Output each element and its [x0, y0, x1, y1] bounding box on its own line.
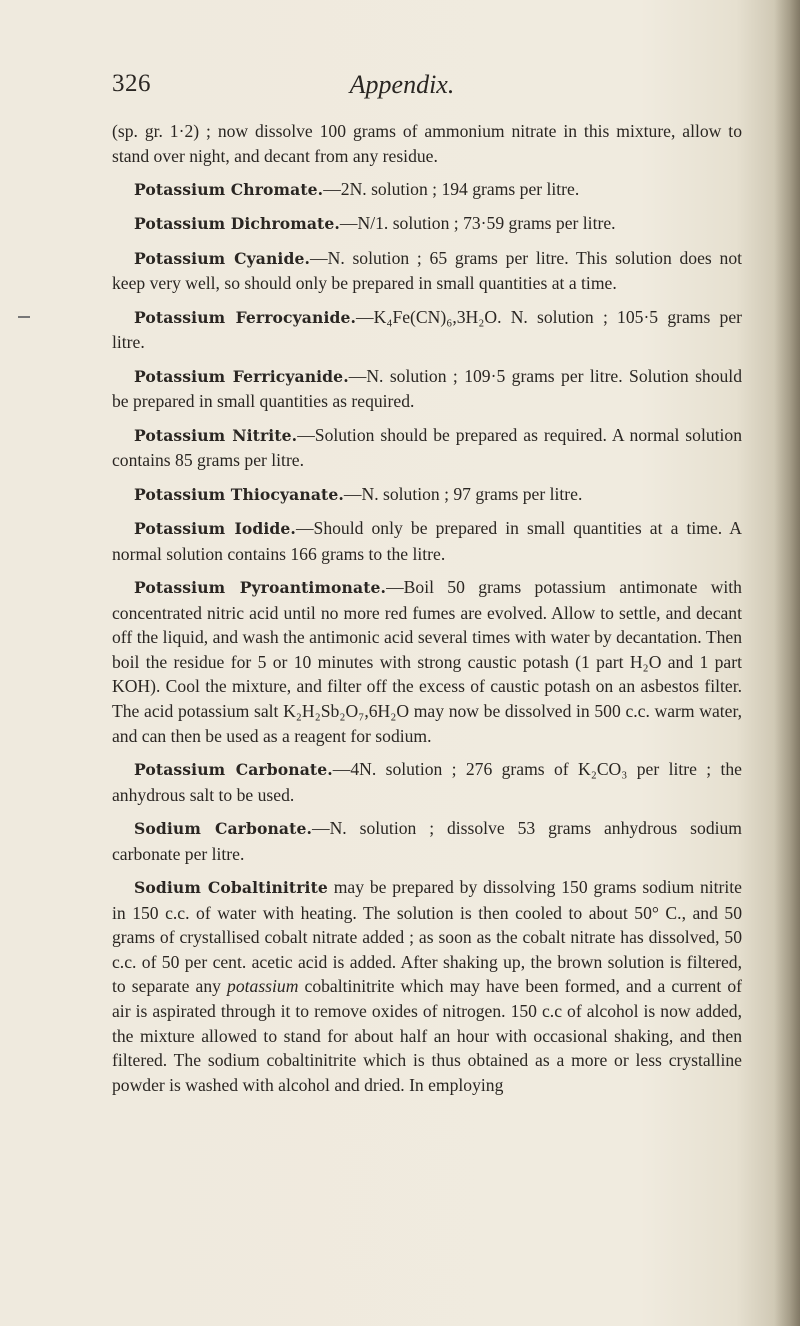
entry-formula: —K₄Fe(CN)₆,3H₂O. — [356, 306, 502, 327]
entry-heading: Potassium Dichromate. — [134, 214, 340, 234]
entry-formula: K₂CO₃ — [577, 759, 628, 780]
entry-potassium-ferricyanide — [112, 364, 742, 414]
page-body — [112, 119, 742, 1106]
entry-text: may now be dissolved in 500 c.c. warm water, and can then be used as a reagent for sodium. — [112, 701, 742, 746]
paragraph-continuation — [112, 119, 742, 168]
entry-heading: Potassium Cyanide. — [134, 248, 311, 268]
page-number: 326 — [112, 70, 151, 97]
entry-heading: Potassium Thiocyanate. — [134, 484, 344, 504]
entry-text: —N. solution ; dissolve 53 grams anhydrous sodium carbonate per litre. — [112, 818, 742, 864]
entry-text: N. solution ; 105·5 grams per litre. — [112, 306, 742, 353]
entry-italic-word: potassium — [227, 976, 299, 997]
entry-sodium-cobaltinitrite — [112, 875, 742, 1097]
entry-text: —4N. solution ; 276 grams of — [332, 759, 578, 780]
entry-text: —N. solution ; 109·5 grams per litre. Solution should be prepared in small quantities as required. — [112, 365, 742, 412]
page-edge-shadow — [774, 0, 800, 1326]
entry-text: —Should only be prepared in small quantities at a time. A normal solution contains 166 grams to the litre. — [112, 518, 742, 564]
entry-text: —N/1. solution ; 73·59 grams per litre. — [339, 213, 616, 234]
entry-text: —2N. solution ; 194 grams per litre. — [323, 178, 580, 199]
entry-text: may be prepared by dissolving 150 grams sodium nitrite in 150 c.c. of water with heating. The solution is then cooled to about 50° C., and 50 grams of crystallised cobalt nitrate added ; as soon as the cobalt nitrate has dissolved, 50 c.c. of 50 per cent. acetic acid is added. After shaking up, the brown solution is filtered, to separate any — [112, 877, 742, 997]
entry-text: cobaltinitrite which may have been formed, and a current of air is aspirated through it to remove oxides of nitrogen. 150 c.c of alcohol is now added, the mixture allowed to stand for about half an hour with occasional shaking, and then filtered. The sodium cobaltinitrite which is thus obtained as a more or less crystalline powder is washed with alcohol and dried. In employing — [112, 976, 742, 1095]
entry-potassium-iodide — [112, 516, 742, 566]
entry-heading: Potassium Chromate. — [134, 179, 324, 199]
running-head: Appendix. — [349, 70, 455, 99]
entry-potassium-nitrite — [112, 423, 742, 473]
entry-heading: Sodium Carbonate. — [134, 819, 312, 839]
entry-text: —N. solution ; 65 grams per litre. This solution does not keep very well, so should only be prepared in small quantities at a time. — [112, 247, 742, 294]
entry-heading: Potassium Ferrocyanide. — [134, 307, 357, 327]
entry-potassium-pyroantimonate — [112, 575, 742, 748]
entry-potassium-dichromate — [112, 211, 742, 237]
entry-potassium-chromate — [112, 177, 742, 203]
entry-heading: Potassium Iodide. — [134, 519, 296, 539]
paragraph-text: (sp. gr. 1·2) ; now dissolve 100 grams of ammonium nitrate in this mixture, allow to stand over night, and decant from any residue. — [112, 121, 742, 166]
entry-sodium-carbonate — [112, 816, 742, 866]
entry-potassium-cyanide — [112, 246, 742, 296]
entry-text: —N. solution ; 97 grams per litre. — [343, 483, 583, 504]
entry-heading: Sodium Cobaltinitrite — [134, 878, 328, 897]
entry-text: —Solution should be prepared as required. A normal solution contains 85 grams per litre. — [112, 424, 742, 471]
entry-potassium-ferrocyanide — [112, 305, 742, 355]
entry-heading: Potassium Pyroantimonate. — [134, 578, 387, 598]
margin-mark — [18, 316, 30, 318]
entry-text: per litre ; the anhydrous salt to be used. — [112, 759, 742, 805]
entry-heading: Potassium Ferricyanide. — [134, 366, 349, 386]
entry-formula: K₂H₂Sb₂O₇,6H₂O — [283, 701, 410, 722]
entry-potassium-thiocyanate — [112, 482, 742, 508]
entry-potassium-carbonate — [112, 757, 742, 807]
entry-heading: Potassium Nitrite. — [134, 425, 298, 445]
entry-heading: Potassium Carbonate. — [134, 760, 333, 780]
page-header — [112, 70, 692, 110]
entry-text: —Boil 50 grams potassium antimonate with concentrated nitric acid until no more red fumes are evolved. Allow to settle, and decant off the liquid, and wash the antimonic acid several times with water by decantation. Then boil the residue for 5 or 10 minutes with strong caustic potash (1 part H₂O and 1 part KOH). Cool the mixture, and filter off the excess of caustic potash on an asbestos filter. The acid potassium salt — [112, 577, 742, 722]
